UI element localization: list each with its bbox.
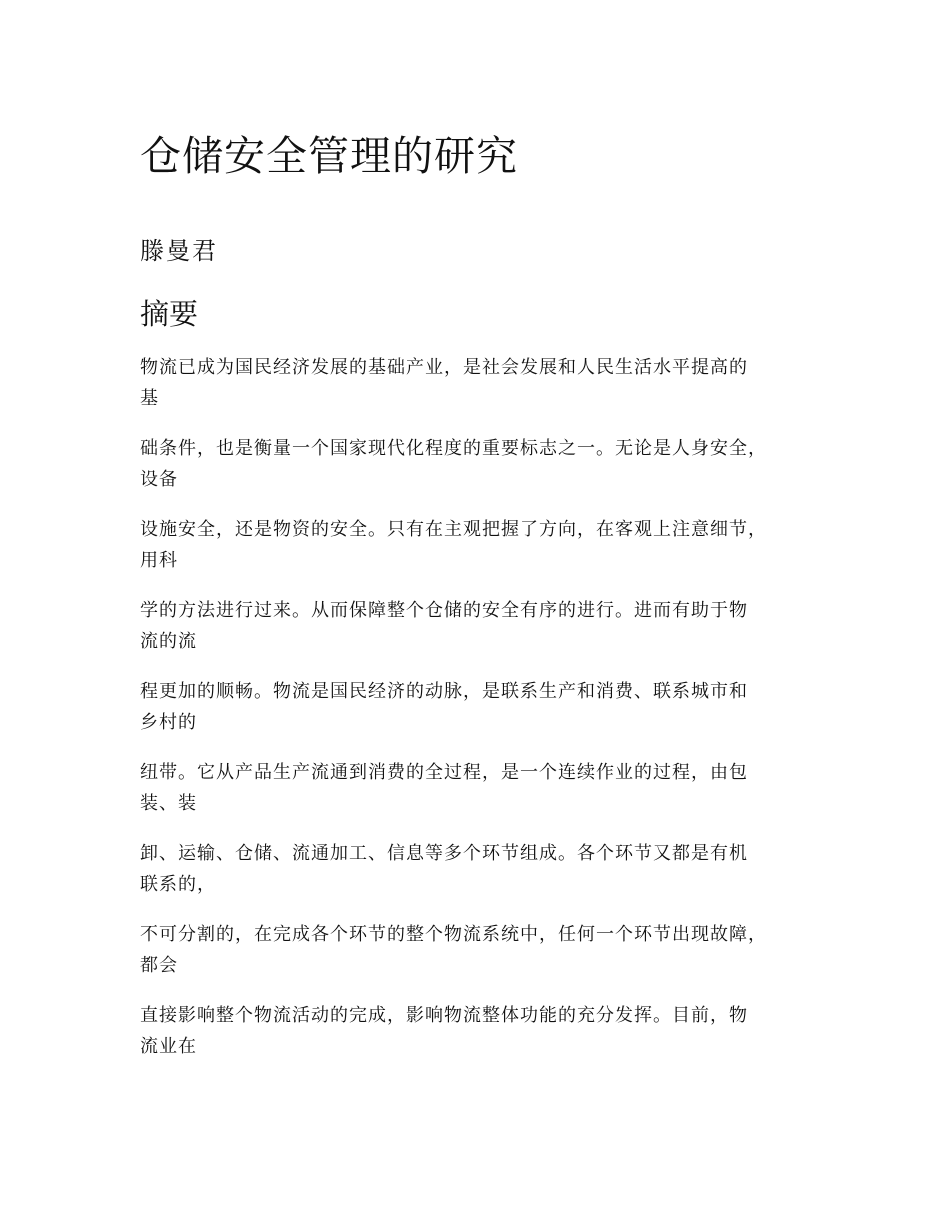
paragraph-line: 学的方法进行过来。从而保障整个仓储的安全有序的进行。进而有助于物 <box>140 600 748 621</box>
abstract-paragraph <box>140 514 840 576</box>
paragraph-line: 设施安全，还是物资的安全。只有在主观把握了方向，在客观上注意细节， <box>140 519 767 540</box>
paragraph-line: 乡村的 <box>140 712 197 733</box>
paragraph-line: 不可分割的，在完成各个环节的整个物流系统中，任何一个环节出现故障， <box>140 924 767 945</box>
paragraph-line: 直接影响整个物流活动的完成，影响物流整体功能的充分发挥。目前，物 <box>140 1005 748 1026</box>
abstract-paragraph <box>140 757 840 819</box>
paragraph-line: 纽带。它从产品生产流通到消费的全过程，是一个连续作业的过程，由包 <box>140 762 748 783</box>
document-title: 仓储安全管理的研究 <box>140 132 518 180</box>
author-name: 滕曼君 <box>140 237 218 265</box>
abstract-heading: 摘要 <box>140 297 199 331</box>
paragraph-line: 程更加的顺畅。物流是国民经济的动脉，是联系生产和消费、联系城市和 <box>140 681 748 702</box>
abstract-paragraph <box>140 352 840 414</box>
abstract-paragraph <box>140 838 840 900</box>
abstract-paragraph <box>140 919 840 981</box>
paragraph-line: 装、装 <box>140 793 197 814</box>
paragraph-line: 基 <box>140 388 159 409</box>
paragraph-line: 物流已成为国民经济发展的基础产业，是社会发展和人民生活水平提高的 <box>140 357 748 378</box>
abstract-body <box>140 352 840 1081</box>
paragraph-line: 联系的， <box>140 874 216 895</box>
paragraph-line: 设备 <box>140 469 178 490</box>
abstract-paragraph <box>140 676 840 738</box>
paragraph-line: 流业在 <box>140 1036 197 1057</box>
abstract-paragraph <box>140 595 840 657</box>
abstract-paragraph <box>140 433 840 495</box>
abstract-paragraph <box>140 1000 840 1062</box>
paragraph-line: 用科 <box>140 550 178 571</box>
paragraph-line: 础条件，也是衡量一个国家现代化程度的重要标志之一。无论是人身安全， <box>140 438 767 459</box>
paragraph-line: 卸、运输、仓储、流通加工、信息等多个环节组成。各个环节又都是有机 <box>140 843 748 864</box>
paragraph-line: 都会 <box>140 955 178 976</box>
paragraph-line: 流的流 <box>140 631 197 652</box>
